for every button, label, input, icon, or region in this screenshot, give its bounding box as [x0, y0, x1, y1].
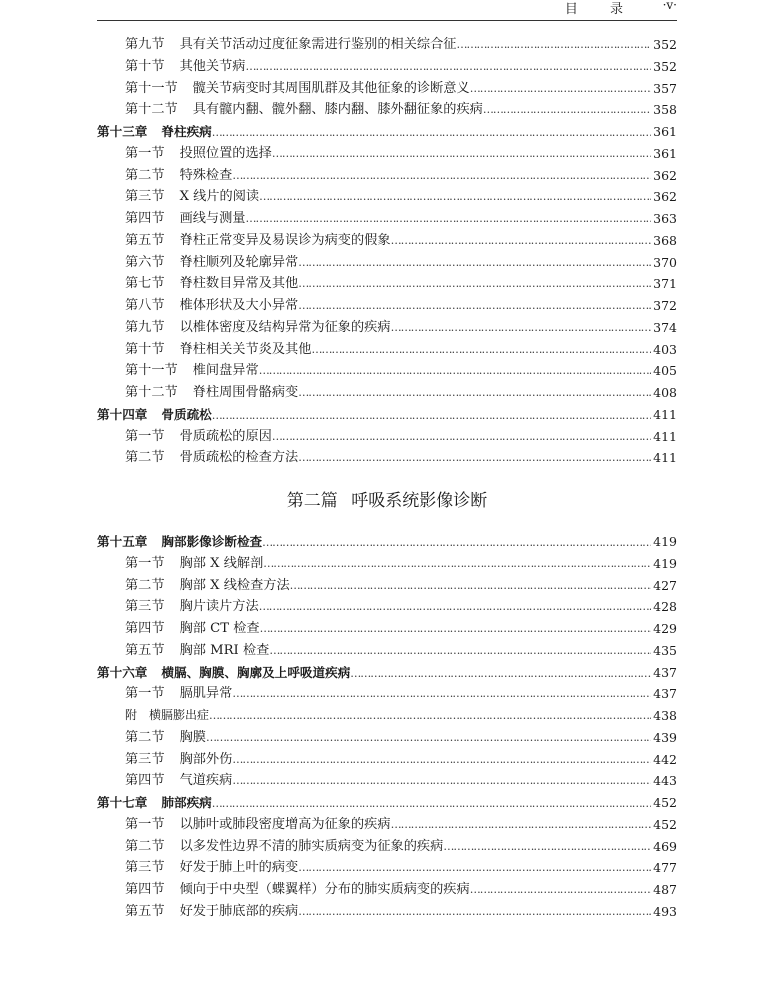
toc-entry-label: 第十二节	[125, 102, 178, 118]
toc-entry-label: 第十二节	[125, 385, 178, 400]
toc-entry-title: 胸片读片方法	[179, 599, 259, 615]
toc-entry-leader	[125, 382, 651, 404]
toc-entry-title: 投照位置的选择	[179, 145, 272, 161]
toc-entry-label: 第十节	[125, 341, 165, 357]
toc-entry-leader	[125, 295, 651, 317]
toc-entry-page: 469	[653, 838, 677, 854]
toc-entry-page: 419	[653, 555, 677, 571]
toc-entry-section	[97, 770, 677, 792]
toc-entry-section	[97, 426, 677, 448]
toc-entry-label: 第四节	[125, 882, 165, 897]
toc-entry-leader	[97, 792, 651, 815]
toc-entry-section	[97, 165, 677, 187]
toc-entry-page: 452	[653, 816, 677, 832]
toc-entry-label: 第九节	[125, 319, 165, 335]
toc-entry-title: 好发于肺底部的疾病	[179, 903, 299, 919]
toc-entry-leader	[125, 705, 651, 727]
toc-entry-label: 第五节	[125, 903, 165, 919]
toc-entry-label: 第十六章	[97, 664, 148, 680]
toc-entry-leader	[125, 208, 651, 230]
toc-entry-leader	[125, 770, 651, 792]
toc-entry-section	[97, 836, 677, 858]
toc-entry-section	[97, 814, 677, 836]
toc-entry-section	[97, 295, 677, 317]
toc-entry-page: 437	[653, 686, 677, 702]
toc-entry-section	[97, 857, 677, 879]
toc-entry-title: 胸部 CT 检查	[179, 621, 260, 636]
toc-entry-page: 363	[653, 211, 677, 226]
toc-entry-page: 370	[653, 254, 677, 270]
toc-entry-title: 脊柱正常变异及易误诊为病变的假象	[179, 232, 391, 248]
toc-entry-title: X 线片的阅读	[179, 189, 260, 205]
toc-entry-title: 倾向于中央型（蝶翼样）分布的肺实质病变的疾病	[179, 882, 470, 897]
toc-entry-label: 第四节	[125, 621, 165, 636]
toc-entry-chapter	[97, 662, 677, 684]
toc-entry-title: 脊柱周围骨骼病变	[192, 385, 299, 400]
toc-entry-label: 第十四章	[97, 406, 148, 422]
toc-entry-page: 411	[653, 450, 677, 466]
toc-entry-page: 428	[653, 599, 677, 615]
toc-entry-page: 487	[653, 882, 677, 897]
toc-entry-page: 352	[653, 58, 677, 74]
toc-entry-section	[97, 901, 677, 923]
toc-entry-leader	[125, 683, 651, 705]
toc-entry-title: 髋关节病变时其周围肌群及其他征象的诊断意义	[192, 80, 470, 96]
toc-entry-page: 357	[653, 80, 677, 96]
toc-entry-title: 膈肌异常	[179, 686, 233, 702]
toc-entry-section	[97, 382, 677, 404]
toc-entry-label: 第四节	[125, 211, 165, 226]
header-page-number: ·v·	[662, 0, 677, 12]
toc-entry-label: 第十一节	[125, 363, 178, 379]
toc-entry-title: 具有关节活动过度征象需进行鉴别的相关综合征	[179, 37, 457, 52]
toc-entry-title: 胸部 MRI 检查	[179, 642, 270, 658]
toc-block-respiratory	[97, 531, 677, 923]
toc-entry-section	[97, 683, 677, 705]
toc-entry-leader	[125, 447, 651, 469]
toc-entry-leader	[125, 553, 651, 575]
toc-entry-section	[97, 360, 677, 382]
toc-entry-title: 脊柱顺列及轮廓异常	[179, 254, 299, 270]
toc-entry-section	[97, 143, 677, 165]
toc-entry-page: 358	[653, 102, 677, 118]
toc-entry-leader	[125, 339, 651, 361]
toc-entry-title: 胸部外伤	[179, 751, 233, 767]
toc-entry-label: 第七节	[125, 276, 165, 292]
toc-entry-label: 第一节	[125, 686, 165, 702]
toc-entry-page: 439	[653, 729, 677, 745]
toc-entry-leader	[125, 618, 651, 640]
toc-entry-section	[97, 208, 677, 230]
toc-entry-chapter	[97, 121, 677, 143]
toc-entry-label: 第五节	[125, 642, 165, 658]
toc-entry-title: 椎间盘异常	[192, 363, 259, 379]
toc-entry-section	[97, 749, 677, 771]
toc-entry-title: 以多发性边界不清的肺实质病变为征象的疾病	[179, 838, 444, 854]
toc-entry-title: 横膈、胸膜、胸廓及上呼吸道疾病	[161, 664, 351, 680]
toc-entry-page: 361	[653, 124, 677, 139]
toc-entry-label: 第十三章	[97, 124, 148, 139]
toc-entry-page: 477	[653, 860, 677, 876]
toc-entry-title: 以椎体密度及结构异常为征象的疾病	[179, 319, 391, 335]
toc-entry-leader	[97, 662, 651, 685]
toc-entry-label: 第二节	[125, 729, 165, 745]
toc-entry-label: 第三节	[125, 860, 165, 876]
toc-entry-title: 横膈膨出症	[149, 708, 210, 722]
toc-entry-label: 第一节	[125, 555, 165, 571]
toc-entry-label: 第十一节	[125, 80, 178, 96]
toc-entry-label: 第九节	[125, 37, 165, 52]
toc-entry-leader	[125, 230, 651, 252]
toc-entry-section	[97, 553, 677, 575]
toc-entry-title: 胸部影像诊断检查	[161, 534, 263, 549]
toc-entry-label: 第一节	[125, 816, 165, 832]
toc-entry-page: 452	[653, 795, 677, 810]
toc-entry-label: 第二节	[125, 450, 165, 466]
toc-entry-label: 第二节	[125, 577, 165, 593]
toc-entry-title: 胸部 X 线解剖	[179, 555, 264, 571]
toc-entry-section	[97, 879, 677, 901]
page-header	[97, 0, 677, 21]
toc-entry-page: 361	[653, 145, 677, 161]
toc-entry-title: 以肺叶或肺段密度增高为征象的疾病	[179, 816, 391, 832]
toc-entry-page: 352	[653, 37, 677, 52]
toc-entry-label: 第三节	[125, 599, 165, 615]
toc-entry-leader	[125, 34, 651, 56]
toc-entry-leader	[125, 186, 651, 208]
toc-entry-title: 脊柱疾病	[161, 124, 212, 139]
toc-entry-page: 493	[653, 903, 677, 919]
toc-entry-label: 第二节	[125, 167, 165, 183]
toc-entry-title: 肺部疾病	[161, 795, 212, 810]
toc-entry-section	[97, 186, 677, 208]
toc-entry-label: 第十七章	[97, 795, 148, 810]
toc-entry-leader	[125, 814, 651, 836]
toc-entry-title: 骨质疏松的检查方法	[179, 450, 299, 466]
toc-entry-leader	[125, 857, 651, 879]
toc-entry-section	[97, 339, 677, 361]
toc-entry-page: 438	[653, 708, 677, 723]
toc-entry-leader	[125, 749, 651, 771]
toc-entry-page: 374	[653, 319, 677, 335]
toc-entry-section	[97, 447, 677, 469]
toc-entry-label: 第五节	[125, 232, 165, 248]
toc-entry-page: 427	[653, 577, 677, 593]
toc-entry-title: 胸部 X 线检查方法	[179, 577, 290, 593]
toc-entry-page: 405	[653, 363, 677, 379]
toc-entry-title: 特殊检查	[179, 167, 233, 183]
toc-entry-title: 骨质疏松	[161, 406, 212, 422]
toc-entry-leader	[125, 165, 651, 187]
toc-block-bone	[97, 34, 677, 469]
toc-entry-page: 362	[653, 189, 677, 205]
toc-entry-leader	[125, 836, 651, 858]
toc-entry-leader	[125, 273, 651, 295]
toc-entry-leader	[125, 901, 651, 923]
toc-entry-chapter	[97, 531, 677, 553]
toc-entry-page: 442	[653, 751, 677, 767]
toc-entry-title: 气道疾病	[179, 773, 233, 789]
toc-entry-section	[97, 727, 677, 749]
toc-entry-leader	[125, 56, 651, 78]
toc-entry-page: 437	[653, 664, 677, 680]
toc-entry-page: 372	[653, 298, 677, 313]
toc-entry-label: 第四节	[125, 773, 165, 789]
toc-entry-leader	[125, 99, 651, 121]
toc-entry-page: 368	[653, 232, 677, 248]
toc-entry-page: 362	[653, 167, 677, 183]
toc-entry-leader	[125, 575, 651, 597]
toc-entry-section	[97, 230, 677, 252]
toc-entry-page: 411	[653, 406, 677, 422]
toc-entry-leader	[125, 426, 651, 448]
toc-entry-title: 脊柱相关关节炎及其他	[179, 341, 312, 357]
toc-entry-section	[97, 273, 677, 295]
toc-entry-label: 第十节	[125, 58, 165, 74]
toc-entry-section	[97, 252, 677, 274]
toc-entry-section	[97, 99, 677, 121]
toc-entry-page: 411	[653, 428, 677, 444]
toc-entry-section	[97, 34, 677, 56]
toc-entry-leader	[125, 596, 651, 618]
toc-entry-label: 第三节	[125, 751, 165, 767]
toc-entry-page: 371	[653, 276, 677, 292]
toc-entry-section	[97, 640, 677, 662]
toc-entry-leader	[97, 121, 651, 144]
toc-entry-title: 好发于肺上叶的病变	[179, 860, 299, 876]
toc-entry-label: 第三节	[125, 189, 165, 205]
toc-entry-leader	[125, 727, 651, 749]
toc-entry-leader	[97, 531, 651, 554]
toc-entry-page: 419	[653, 534, 677, 549]
toc-entry-page: 408	[653, 385, 677, 400]
toc-entry-page: 429	[653, 621, 677, 636]
toc-entry-appendix	[97, 705, 677, 727]
toc-entry-leader	[125, 78, 651, 100]
toc-entry-chapter	[97, 792, 677, 814]
toc-entry-section	[97, 575, 677, 597]
toc-entry-leader	[125, 360, 651, 382]
toc-entry-title: 画线与测量	[179, 211, 246, 226]
toc-entry-title: 脊柱数目异常及其他	[179, 276, 299, 292]
toc-entry-label: 第六节	[125, 254, 165, 270]
toc-entry-section	[97, 317, 677, 339]
toc-entry-leader	[125, 317, 651, 339]
toc-entry-title: 椎体形状及大小异常	[179, 298, 299, 313]
toc-entry-section	[97, 78, 677, 100]
toc-entry-chapter	[97, 404, 677, 426]
toc-entry-label: 第一节	[125, 145, 165, 161]
part-title: 第二篇 呼吸系统影像诊断	[286, 491, 488, 511]
toc-entry-section	[97, 618, 677, 640]
header-title: 目 录	[564, 2, 637, 17]
toc-entry-label: 第二节	[125, 838, 165, 854]
toc-entry-title: 具有髋内翻、髋外翻、膝内翻、膝外翻征象的疾病	[192, 102, 483, 118]
toc-entry-title: 骨质疏松的原因	[179, 428, 272, 444]
toc-entry-label: 附	[125, 708, 138, 722]
toc-entry-leader	[125, 640, 651, 662]
table-of-contents	[97, 34, 677, 923]
toc-entry-leader	[125, 879, 651, 901]
toc-entry-label: 第八节	[125, 298, 165, 313]
toc-entry-title: 胸膜	[179, 729, 206, 745]
toc-entry-leader	[125, 252, 651, 274]
toc-entry-page: 403	[653, 341, 677, 357]
toc-entry-leader	[125, 143, 651, 165]
toc-entry-label: 第一节	[125, 428, 165, 444]
toc-entry-leader	[97, 404, 651, 427]
toc-entry-page: 435	[653, 642, 677, 658]
toc-entry-section	[97, 56, 677, 78]
toc-entry-label: 第十五章	[97, 534, 148, 549]
toc-entry-section	[97, 596, 677, 618]
toc-entry-page: 443	[653, 773, 677, 789]
toc-entry-title: 其他关节病	[179, 58, 246, 74]
